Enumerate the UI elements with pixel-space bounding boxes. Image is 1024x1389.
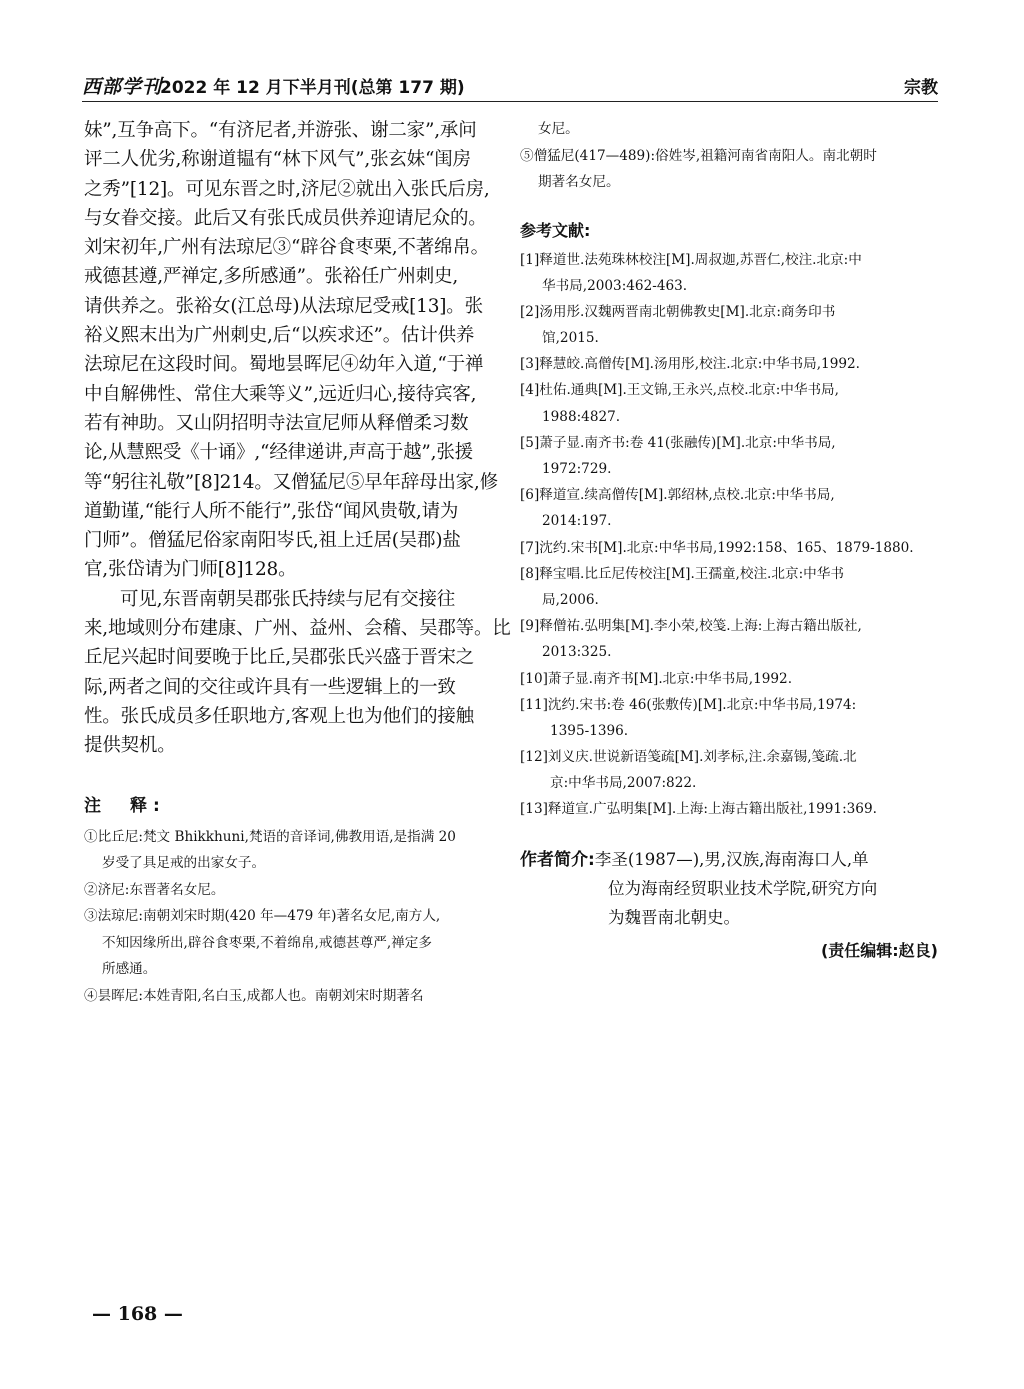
issue-info: 2022 年 12 月下半月刊(总第 177 期) xyxy=(160,78,465,98)
text-line: 裕义熙末出为广州刺史,后“以疾求还”。估计供养 xyxy=(84,325,475,347)
text-line: 妹”,互争高下。“有济尼者,并游张、谢二家”,承问 xyxy=(84,120,477,141)
references-list xyxy=(520,247,938,823)
text-line: ④昙晖尼:本姓青阳,名白玉,成都人也。南朝刘宋时期著名 xyxy=(84,987,424,1004)
text-line: [12]刘义庆.世说新语笺疏[M].刘孝标,注.余嘉锡,笺疏.北 xyxy=(520,749,857,766)
text-line: 岁受了具足戒的出家女子。 xyxy=(102,855,266,872)
text-line: 馆,2015. xyxy=(542,330,599,347)
text-line: [13]释道宣.广弘明集[M].上海:上海古籍出版社,1991:369. xyxy=(520,801,877,818)
text-line: 若有神助。又山阴招明寺法宣尼师从释僧柔习数 xyxy=(84,412,469,434)
text-line: 戒德甚遵,严禅定,多所感通”。张裕任广州刺史, xyxy=(84,266,459,288)
text-line: ②济尼:东晋著名女尼。 xyxy=(84,881,225,898)
text-line: 门师”。僧猛尼俗家南阳岑氏,祖上迁居(吴郡)盐 xyxy=(84,530,461,552)
text-line: 期著名女尼。 xyxy=(538,174,620,190)
text-line: [6]释道宣.续高僧传[M].郭绍林,点校.北京:中华书局, xyxy=(520,487,835,504)
text-line: 道勤谨,“能行人所不能行”,张岱“闻风贵敬,请为 xyxy=(84,500,459,522)
right-column xyxy=(520,116,938,961)
text-line: 所感通。 xyxy=(102,961,157,978)
text-line: 官,张岱请为门师[8]128。 xyxy=(84,559,297,581)
text-line: [7]沈约.宋书[M].北京:中华书局,1992:158、165、1879-1880. xyxy=(520,539,914,556)
notes-heading: 注 释: xyxy=(84,795,166,816)
text-line: 等“躬往礼敬”[8]214。又僧猛尼⑤早年辞母出家,修 xyxy=(84,471,498,493)
text-line: 1972:729. xyxy=(542,461,612,477)
running-header xyxy=(82,72,938,98)
author-text-line: 李圣(1987—),男,汉族,海南海口人,单 xyxy=(594,849,869,869)
body-paragraph-1 xyxy=(84,116,500,585)
author-text-line: 为魏晋南北朝史。 xyxy=(608,907,740,927)
text-line: [1]释道世.法苑珠林校注[M].周叔迦,苏晋仁,校注.北京:中 xyxy=(520,251,862,268)
responsible-editor: (责任编辑:赵良) xyxy=(820,940,938,960)
journal-logo: 西部学刊 xyxy=(82,76,163,98)
author-bio xyxy=(520,845,938,932)
author-label: 作者简介: xyxy=(520,849,595,870)
text-line: [8]释宝唱.比丘尼传校注[M].王孺童,校注.北京:中华书 xyxy=(520,565,844,582)
author-text-line: 位为海南经贸职业技术学院,研究方向 xyxy=(608,878,878,898)
text-line: 可见,东晋南朝吴郡张氏持续与尼有交接往 xyxy=(120,588,456,610)
text-line: 京:中华书局,2007:822. xyxy=(550,775,697,792)
text-line: 丘尼兴起时间要晚于比丘,吴郡张氏兴盛于晋宋之 xyxy=(84,647,474,669)
text-line: 论,从慧熙受《十诵》,“经律递讲,声高于越”,张援 xyxy=(84,442,473,464)
text-line: ⑤僧猛尼(417—489):俗姓岑,祖籍河南省南阳人。南北朝时 xyxy=(520,147,877,164)
page-number: — 168 — xyxy=(92,1303,183,1325)
text-line: 1988:4827. xyxy=(542,408,621,425)
references-heading: 参考文献: xyxy=(520,220,591,240)
text-line: 之秀”[12]。可见东晋之时,济尼②就出入张氏后房, xyxy=(84,178,490,200)
text-line: [2]汤用彤.汉魏两晋南北朝佛教史[M].北京:商务印书 xyxy=(520,303,836,320)
text-line: 2013:325. xyxy=(542,644,612,661)
text-line: 际,两者之间的交往或许具有一些逻辑上的一致 xyxy=(84,676,456,698)
text-line: 法琼尼在这段时间。蜀地昙晖尼④幼年入道,“于禅 xyxy=(84,354,484,376)
text-line: [4]杜佑.通典[M].王文锦,王永兴,点校.北京:中华书局, xyxy=(520,382,839,399)
text-line: 评二人优劣,称谢道韫有“林下风气”,张玄妹“闺房 xyxy=(84,149,471,171)
text-line: 来,地域则分布建康、广州、益州、会稽、吴郡等。比 xyxy=(84,618,511,640)
text-line: 提供契机。 xyxy=(84,735,176,757)
header-rule xyxy=(82,101,938,102)
notes-continued xyxy=(520,116,938,196)
text-line: 局,2006. xyxy=(542,591,599,608)
text-line: 1395-1396. xyxy=(550,722,629,739)
text-line: 请供养之。张裕女(江总母)从法琼尼受戒[13]。张 xyxy=(84,295,483,317)
text-line: [5]萧子显.南齐书:卷 41(张融传)[M].北京:中华书局, xyxy=(520,434,836,451)
text-line: ①比丘尼:梵文 Bhikkhuni,梵语的音译词,佛教用语,是指满 20 xyxy=(84,828,456,845)
left-column xyxy=(84,116,511,1009)
section-name: 宗教 xyxy=(904,78,938,98)
text-line: 与女眷交接。此后又有张氏成员供养迎请尼众的。 xyxy=(84,207,487,229)
body-paragraph-2 xyxy=(84,585,511,761)
text-line: 中自解佛性、常住大乘等义”,远近归心,接待宾客, xyxy=(84,383,477,405)
text-line: 2014:197. xyxy=(542,513,612,530)
text-line: 不知因缘所出,辟谷食枣栗,不着绵帛,戒德甚尊严,禅定多 xyxy=(102,934,432,951)
text-line: ③法琼尼:南朝刘宋时期(420 年—479 年)著名女尼,南方人, xyxy=(84,908,441,925)
text-line: [11]沈约.宋书:卷 46(张敷传)[M].北京:中华书局,1974: xyxy=(520,696,857,713)
notes-list xyxy=(84,824,500,1010)
text-line: 华书局,2003:462-463. xyxy=(542,277,688,294)
text-line: 性。张氏成员多任职地方,客观上也为他们的接触 xyxy=(84,705,474,727)
text-line: 刘宋初年,广州有法琼尼③“辟谷食枣栗,不著绵帛。 xyxy=(84,237,489,259)
text-line: 女尼。 xyxy=(538,121,579,137)
text-line: [9]释僧祐.弘明集[M].李小荣,校笺.上海:上海古籍出版社, xyxy=(520,618,862,635)
text-line: [3]释慧皎.高僧传[M].汤用彤,校注.北京:中华书局,1992. xyxy=(520,356,860,373)
text-line: [10]萧子显.南齐书[M].北京:中华书局,1992. xyxy=(520,670,793,687)
